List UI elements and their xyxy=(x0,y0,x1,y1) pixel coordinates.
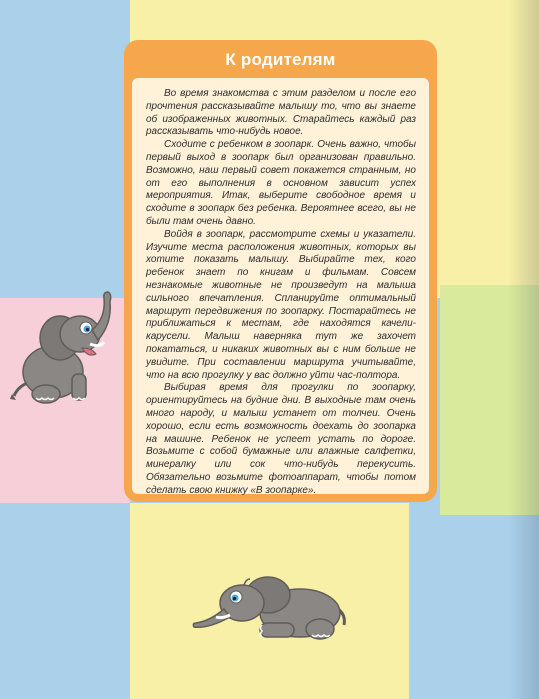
card-body xyxy=(132,78,429,494)
paragraph-2: Сходите с ребенком в зоопарк. Очень важно, чтобы первый выход в зоопарк был организован правильно. Возможно, наш первый совет покажется странным, но от его выполнения в основном зависит успех мероприятия. Итак, выберите свободное время и сходите в зоопарк без ребенка. Вероятнее всего, вы не были там очень давно. xyxy=(146,139,416,227)
paragraph-3: Войдя в зоопарк, рассмотрите схемы и указатели. Изучите места расположения животных, которых вы хотите показать малышу. Выбирайте тех, кого ребенок знает по книгам и фильмам. Совсем незнакомые животные не произведут на малыша сильного впечатления. Спланируйте оптимальный маршрут передвижения по зоопарку. Постарайтесь не приближаться к местам, где находятся качели-карусели. Малыш наверняка тут же захочет покататься, и никаких животных вы с ним больше не увидите. При составлении маршрута учитывайте, что на всю прогулку у вас должно уйти час-полтора. xyxy=(146,228,416,381)
elephant-lying-icon xyxy=(190,565,350,650)
paragraph-4: Выбирая время для прогулки по зоопарку, ориентируйтесь на будние дни. В выходные там очень много народу, и малыш устанет от толчеи. Очень хорошо, если есть возможность доехать до зоопарка на машине. Ребенок не успеет устать по дороге. Возьмите с собой бумажные или влажные салфетки, минералку или сок что-нибудь перекусить. Обязательно возьмите фотоаппарат, чтобы потом сделать свою книжку «В зоопарке». xyxy=(146,382,416,496)
book-spine-shadow xyxy=(508,0,539,699)
paragraph-1: Во время знакомства с этим разделом и после его прочтения рассказывайте малышу то, что вы знаете об изображенных животных. Старайтесь каждый раз рассказывать что-нибудь новое. xyxy=(146,88,416,138)
background-blue-top xyxy=(0,0,130,298)
page-title: К родителям xyxy=(225,50,336,69)
parents-note-card xyxy=(124,40,437,502)
article-text xyxy=(146,88,416,498)
elephant-sitting-icon xyxy=(8,290,138,410)
